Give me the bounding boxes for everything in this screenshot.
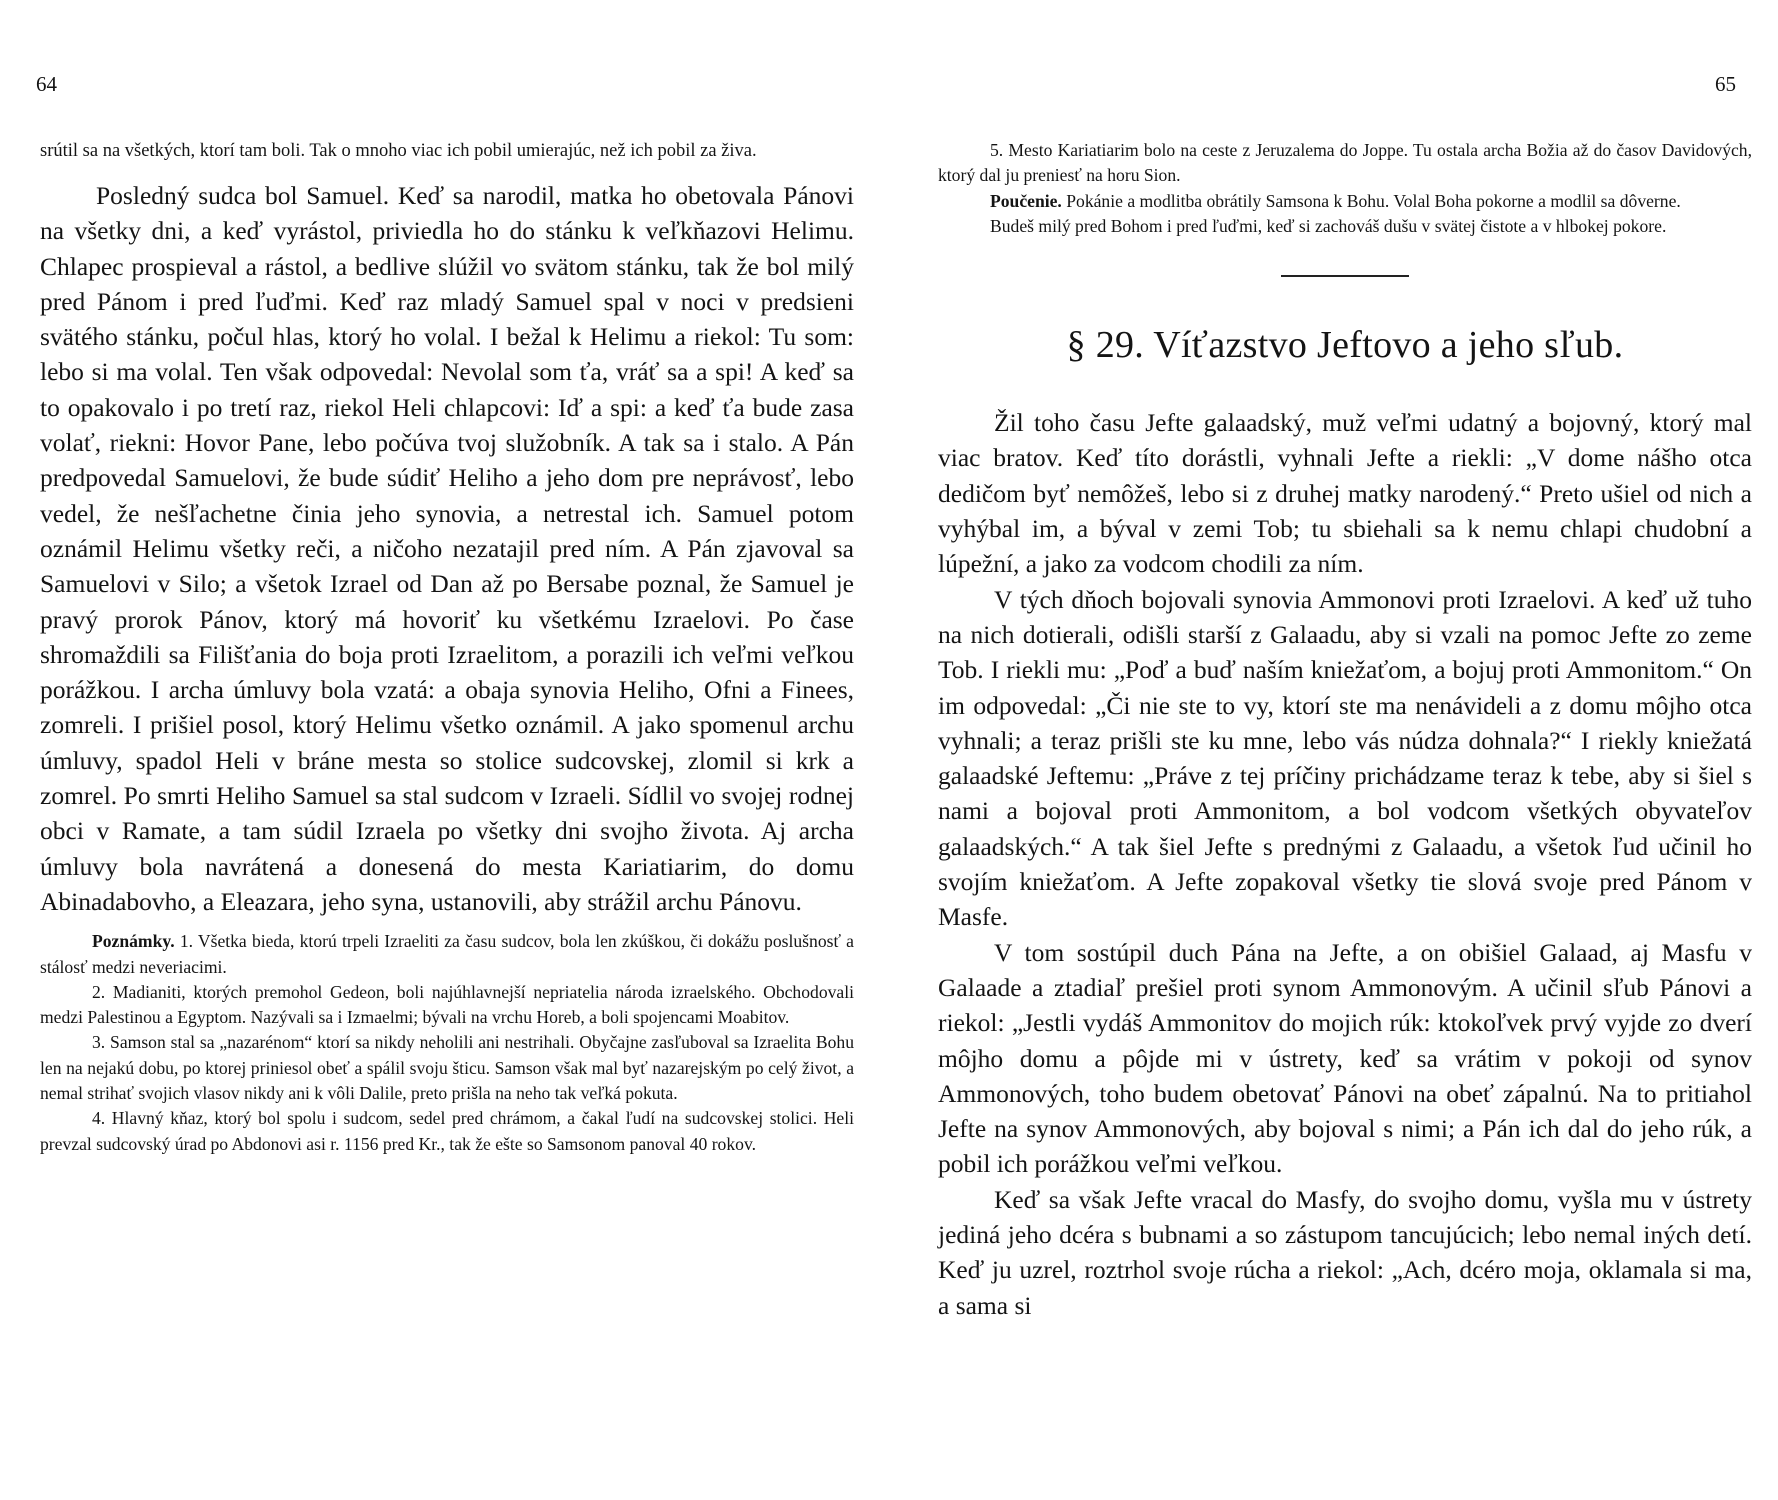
note-5: 5. Mesto Kariatiarim bolo na ceste z Jeruzalema do Joppe. Tu ostala archa Božia až do časov Davidových, ktorý dal ju preniesť na horu Sion. — [938, 140, 1752, 186]
note-1-text: 1. Všetka bieda, ktorú trpeli Izraeliti za času sudcov, bola len zkúškou, či dokážu poslušnosť a stálosť medzi neveriacimi. — [40, 931, 854, 977]
notes-label: Poznámky. — [92, 931, 175, 952]
note-4: 4. Hlavný kňaz, ktorý bol spolu i sudcom, sedel pred chrámom, a čakal ľudí na sudcovskej stolici. Heli prevzal sudcovský úrad po Abdonovi asi r. 1156 pred Kr., tak že ešte so Samsonom panoval 40 rokov. — [40, 1108, 854, 1154]
section-divider — [1281, 275, 1409, 277]
page-number-left: 64 — [36, 72, 57, 96]
notes-paragraph-1 — [40, 929, 854, 980]
jefte-paragraph-3: V tom sostúpil duch Pána na Jefte, a on obišiel Galaad, aj Masfu v Galaade a ztadiaľ prešiel proti synom Ammonovým. A učinil sľub Pánovi a riekol: „Jestli vydáš Ammonitov do mojich rúk: ktokoľvek prvý vyjde zo dverí môjho domu a pôjde mi v ústrety, keď sa vrátim v pokoji od synov Ammonových, toho budem obetovať Pánovi na obeť zápalnú. Na to pritiahol Jefte na synov Ammonových, aby bojoval s nimi; a Pán ich dal do jeho rúk, a pobil ich porážkou veľmi veľkou. — [938, 937, 1752, 1179]
jefte-paragraph-4: Keď sa však Jefte vracal do Masfy, do svojho domu, vyšla mu v ústrety jediná jeho dcéra s bubnami a so zástupom tancujúcich; lebo nemal iných detí. Keď ju uzrel, roztrhol svoje rúcha a riekol: „Ach, dcéro moja, oklamala si ma, a sama si — [938, 1184, 1752, 1320]
lesson-text: Pokánie a modlitba obrátily Samsona k Bohu. Volal Boha pokorne a modlil sa dôverne. — [1066, 190, 1681, 211]
samuel-paragraph: Posledný sudca bol Samuel. Keď sa narodil, matka ho obetovala Pánovi na všetky dni, a keď vyrástol, priviedla ho do stánku k veľkňazovi Helimu. Chlapec prospieval a rástol, a bedlive slúžil vo svätom stánku, tak že bol milý pred Pánom i pred ľuďmi. Keď raz mladý Samuel spal v noci v predsieni svätého stánku, počul hlas, ktorý ho volal. I bežal k Helimu a riekol: Tu som: lebo si ma volal. Ten však odpovedal: Nevolal som ťa, vráť sa a spi! A keď sa to opakovalo i po tretí raz, riekol Heli chlapcovi: Iď a spi: a keď ťa bude zasa volať, riekni: Hovor Pane, lebo počúva tvoj služobník. A tak sa i stalo. A Pán predpovedal Samuelovi, že bude súdiť Heliho a jeho dom pre neprávosť, lebo vedel, že nešľachetne činia jeho synovia, a netrestal ich. Samuel potom oznámil Helimu všetky reči, a ničoho nezatajil pred ním. A Pán zjavoval sa Samuelovi v Silo; a všetok Izrael od Dan až po Bersabe poznal, že Samuel je pravý prorok Pánov, ktorý má hovoriť ku všetkému Izraelovi. Po čase shromaždili sa Filišťania do boja proti Izraelitom, a porazili ich veľmi veľkou porážkou. I archa úmluvy bola vzatá: a obaja synovia Heliho, Ofni a Finees, zomreli. I prišiel posol, ktorý Helimu všetko oznámil. A jako spomenul archu úmluvy, spadol Heli v bráne mesta so stolice sudcovskej, zlomil si krk a zomrel. Po smrti Heliho Samuel sa stal sudcom v Izraeli. Sídlil vo svojej rodnej obci v Ramate, a tam súdil Izraela po všetky dni svojho života. Aj archa úmluvy bola navrátená a donesená do mesta Kariatiarim, do domu Abinadabovho, a Eleazara, jeho syna, ustanovili, aby strážil archu Pánovu. — [40, 181, 854, 916]
section-heading: § 29. Víťazstvo Jeftovo a jeho sľub. — [1066, 324, 1624, 367]
page-number-right: 65 — [1715, 72, 1736, 96]
lesson-paragraph — [938, 189, 1752, 214]
jefte-paragraph-1: Žil toho času Jefte galaadský, muž veľmi udatný a bojovný, ktorý mal viac bratov. Keď títo dorástli, vyhnali Jefte a riekli: „V dome nášho otca dedičom byť nemôžeš, lebo si z druhej matky narodený.“ Preto ušiel od nich a vyhýbal im, a býval v zemi Tob; tu sbiehali sa k nemu chlapi chudobní a lúpežní, a jako za vodcom chodili za ním. — [938, 408, 1752, 579]
lesson-label: Poučenie. — [990, 190, 1062, 211]
lesson-paragraph-2: Budeš milý pred Bohom i pred ľuďmi, keď si zachováš dušu v svätej čistote a v hlbokej pokore. — [990, 215, 1667, 236]
note-3: 3. Samson stal sa „nazarénom“ ktorí sa nikdy neholili ani nestrihali. Obyčajne zasľuboval sa Izraelita Bohu len na nejakú dobu, po ktorej priniesol obeť a spálil svoju šticu. Samson však mal byť nazarejským po celý život, a nemal strihať svojich vlasov nikdy ani k vôli Dalile, preto prišla na neho tak veľká pokuta. — [40, 1032, 854, 1104]
carryover-text: srútil sa na všetkých, ktorí tam boli. Tak o mnoho viac ich pobil umierajúc, než ich pobil za živa. — [40, 141, 757, 161]
jefte-paragraph-2: V tých dňoch bojovali synovia Ammonovi proti Izraelovi. A keď už tuho na nich dotierali, odišli starší z Galaadu, aby si vzali na pomoc Jefte zo zeme Tob. I riekli mu: „Poď a buď naším kniežaťom, a bojuj proti Ammonitom.“ On im odpovedal: „Či nie ste to vy, ktorí ste ma nenávideli a z domu môjho otca vyhnali; a teraz prišli ste ku mne, lebo vás núdza dohnala?“ I riekly kniežatá galaadské Jeftemu: „Práve z tej príčiny prichádzame teraz k tebe, aby si šiel s nami a bojoval proti Ammonitom, a bol vodcom všetkých obyvateľov galaadských.“ A tak šiel Jefte s prednými z Galaadu, a všetok ľud učinil ho svojím kniežaťom. A Jefte zopakoval všetky tie slová svoje pred Pánom v Masfe. — [938, 584, 1752, 932]
left-page-column — [40, 138, 854, 1157]
spacer — [40, 919, 854, 929]
note-2: 2. Madianiti, ktorých premohol Gedeon, boli najúhlavnejší nepriatelia národa izraelského. Obchodovali medzi Palestinou a Egyptom. Nazývali sa i Izmaelmi; bývali na vrchu Horeb, a boli spojencami Moabitov. — [40, 981, 854, 1028]
right-page-column — [938, 138, 1752, 1323]
